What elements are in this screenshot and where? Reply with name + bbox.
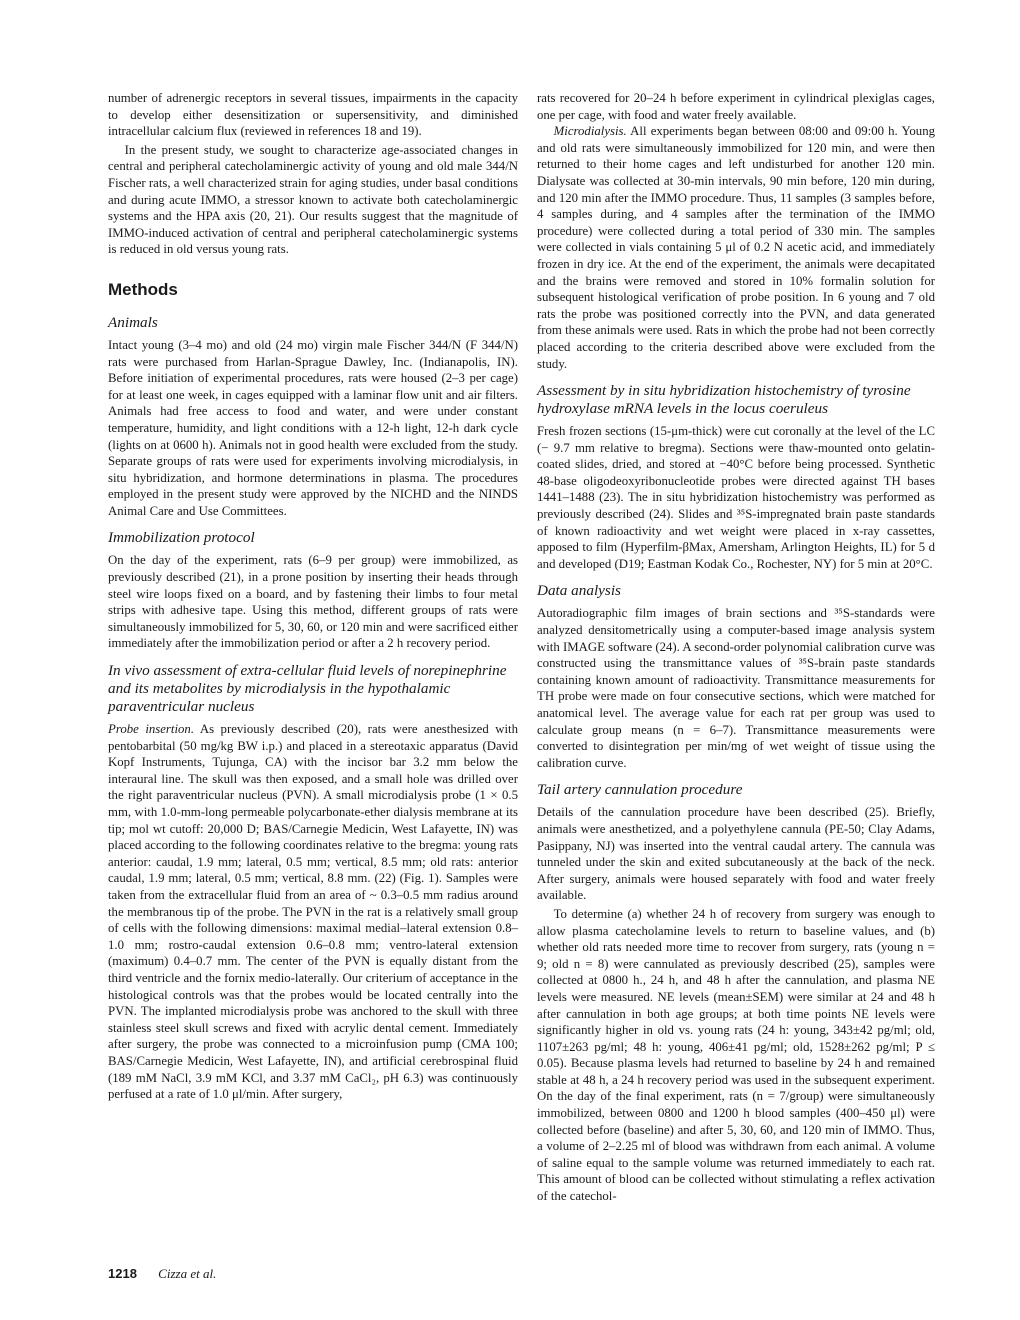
methods-heading: Methods bbox=[108, 279, 178, 299]
page-footer bbox=[108, 1266, 216, 1282]
in-situ-heading: Assessment by in situ hybridization histochemistry of tyrosine hydroxylase mRNA levels in the locus coeruleus bbox=[537, 382, 911, 418]
immobilization-heading: Immobilization protocol bbox=[108, 529, 255, 547]
running-author: Cizza et al. bbox=[158, 1266, 217, 1281]
animals-heading: Animals bbox=[108, 313, 158, 331]
microdialysis-paragraph bbox=[537, 123, 935, 372]
left-column bbox=[108, 90, 518, 1103]
probe-insertion-paragraph bbox=[108, 721, 518, 1103]
right-column bbox=[537, 90, 935, 1205]
paragraph-present-study: In the present study, we sought to characterize age-associated changes in central and peripheral catecholaminergic activity of young and old male 344/N Fischer rats, a well characterized strain for aging studies, under basal conditions and during acute IMMO, a stressor known to activate both catecholaminergic systems and the HPA axis (20, 21). Our results suggest that the magnitude of IMMO-induced activation of central and peripheral catecholaminergic systems is reduced in old versus young rats. bbox=[108, 142, 518, 257]
in-situ-paragraph: Fresh frozen sections (15-μm-thick) were cut coronally at the level of the LC (− 9.7 mm relative to bregma). Sections were thaw-mounted onto gelatin-coated slides, dried, and stored at −40°C before being processed. Synthetic 48-base oligodeoxyribonucleotide probes were directed against TH bases 1441–1488 (23). The in situ hybridization histochemistry was performed as previously described (24). Slides and ³⁵S-impregnated brain paste standards of known radioactivity and wet weight were placed in x-ray cassettes, apposed to film (Hyperfilm-βMax, Amersham, Arlington Heights, IL) for 5 d and developed (D19; Eastman Kodak Co., Rochester, NY) for 5 min at 20°C. bbox=[537, 424, 935, 571]
probe-insertion-text: As previously described (20), rats were anesthesized with pentobarbital (50 mg/kg BW i.p.) and placed in a stereotaxic apparatus (David Kopf Instruments, Tujunga, CA) with the incisor bar 3.2 mm below the interaural line. The skull was then exposed, and a small hole was drilled over the right paraventricular nucleus (PVN). A small microdialysis probe (1 × 0.5 mm, with 1.0-mm-long permeable polycarbonate-ether dialysis membrane at its tip; mol wt cutoff: 20,000 D; BAS/Carnegie Medicin, West Lafayette, IN) was placed according to the following coordinates relative to the bregma: young rats anterior: caudal, 1.9 mm; lateral, 0.5 mm; vertical, 8.5 mm; old rats: anterior caudal, 1.9 mm; lateral, 0.5 mm; vertical, 8.8 mm. (22) (Fig. 1). Samples were taken from the extracellular fluid from an area of ~ 0.3–0.5 mm radius around the membranous tip of the probe. The PVN in the rat is a relatively small group of cells with the following dimensions: maximal medial–lateral extension 0.8–1.0 mm; rostro-caudal extension 0.6–0.8 mm; ventro-lateral extension (maximum) 0.4–0.7 mm. The center of the PVN is equally distant from the third ventricle and the fornix medio-laterally. Our criterium of acceptance in the histological controls was that the probes would be located centrally into the PVN. The implanted microdialysis probe was anchored to the skull with three stainless steel skull screws and fixed with acrylic dental cement. Immediately after surgery, the probe was connected to a microinfusion pump (CMA 100; BAS/Carnegie Medicin, West Lafayette, IN), and artificial cerebrospinal fluid (189 mM NaCl, 3.9 mM KCl, and 3.37 mM CaCl₂, pH 6.3) was continuously perfused at a rate of 1.0 μl/min. After surgery, bbox=[108, 722, 518, 1102]
paragraph-recovered: rats recovered for 20–24 h before experiment in cylindrical plexiglas cages, one per cage, with food and water freely available. bbox=[537, 91, 935, 122]
probe-insertion-runin: Probe insertion. bbox=[108, 722, 195, 737]
immobilization-paragraph: On the day of the experiment, rats (6–9 per group) were immobilized, as previously described (21), in a prone position by inserting their heads through steel wire loops fixed on a board, and by fastening their limbs to four metal strips with adhesive tape. Using this method, different groups of rats were simultaneously immobilized for 5, 30, 60, or 120 min and were sacrificed either immediately after the immobilization period or after a 2 h recovery period. bbox=[108, 553, 518, 651]
microdialysis-section-heading: In vivo assessment of extra-cellular fluid levels of norepinephrine and its metabolites by microdialysis in the hypothalamic paraventricular nucleus bbox=[108, 662, 507, 716]
paragraph-intro-end: number of adrenergic receptors in several tissues, impairments in the capacity to develop either desensitization or supersensitivity, and diminished intracellular calcium flux (reviewed in references 18 and 19). bbox=[108, 91, 518, 139]
microdialysis-runin: Microdialysis. bbox=[553, 124, 627, 139]
tail-artery-paragraph: Details of the cannulation procedure have been described (25). Briefly, animals were anesthetized, and a polyethylene cannula (PE-50; Clay Adams, Pasippany, NJ) was inserted into the ventral caudal artery. The cannula was tunneled under the skin and exited subcutaneously at the back of the neck. After surgery, animals were housed separately with food and water freely available. bbox=[537, 805, 935, 903]
microdialysis-text: All experiments began between 08:00 and 09:00 h. Young and old rats were simultaneously immobilized for 120 min, and were then returned to their home cages and left undisturbed for another 120 min. Dialysate was collected at 30-min intervals, 90 min before, 120 min during, and 120 min after the IMMO procedure. Thus, 11 samples (3 samples before, 4 samples during, and 4 samples after the termination of the IMMO procedure) were collected during a total period of 330 min. The samples were collected in vials containing 5 μl of 0.2 N acetic acid, and immediately frozen in dry ice. At the end of the experiment, the animals were decapitated and the brains were removed and stored in 10% formalin solution for subsequent histological verification of probe position. In 6 young and 7 old rats the probe was positioned correctly into the PVN, and data generated from these animals were used. Rats in which the probe had not been correctly placed according to the criteria described above were excluded from the study. bbox=[537, 124, 935, 371]
tail-artery-heading: Tail artery cannulation procedure bbox=[537, 781, 743, 799]
determine-paragraph: To determine (a) whether 24 h of recovery from surgery was enough to allow plasma catecholamine levels to return to baseline values, and (b) whether old rats needed more time to recover from surgery, rats (young n = 9; old n = 8) were cannulated as previously described (25), samples were collected at 0800 h., 24 h, and 48 h after the cannulation, and plasma NE levels were measured. NE levels (mean±SEM) were similar at 24 and 48 h after cannulation in both age groups; at both time points NE levels were significantly higher in old vs. young rats (24 h: young, 343±42 pg/ml; old, 1107±263 pg/ml; 48 h: young, 406±41 pg/ml; old, 1528±262 pg/ml; P ≤ 0.05). Because plasma levels had returned to baseline by 24 h and remained stable at 48 h, a 24 h recovery period was used in the subsequent experiment. On the day of the final experiment, rats (n = 7/group) were simultaneously immobilized, between 0800 and 1200 h blood samples (400–450 μl) were collected before (baseline) and after 5, 30, 60, and 120 min of IMMO. Thus, a volume of 2–2.25 ml of blood was withdrawn from each animal. A volume of saline equal to the sample volume was returned immediately to each rat. This amount of blood can be collected without stimulating a reflex activation of the catechol- bbox=[537, 906, 935, 1204]
animals-paragraph: Intact young (3–4 mo) and old (24 mo) virgin male Fischer 344/N (F 344/N) rats were purchased from Harlan-Sprague Dawley, Inc. (Indianapolis, IN). Before initiation of experimental procedures, rats were housed (2–3 per cage) for at least one week, in cages equipped with a laminar flow unit and air filters. Animals had free access to food and water, and were under constant temperature, humidity, and light conditions with a 12-h light, 12-h dark cycle (lights on at 0600 h). Animals not in good health were excluded from the study. Separate groups of rats were used for experiments involving microdialysis, in situ hybridization, and hormone determinations in plasma. The procedures employed in the present study were approved by the NICHD and the NINDS Animal Care and Use Committees. bbox=[108, 337, 518, 518]
data-analysis-paragraph: Autoradiographic film images of brain sections and ³⁵S-standards were analyzed densitometrically using a computer-based image analysis system with IMAGE software (24). A second-order polynomial calibration curve was constructed using the transmittance values of ³⁵S-brain paste standards containing known amount of radioactivity. Transmittance measurements for TH probe were made on four consecutive sections, which were matched for anatomical level. The average value for each rat per group was used to calculate group means (n = 6–7). Transmittance measurements were converted to disintegration per min/mg of wet weight of tissue using the calibration curve. bbox=[537, 606, 936, 770]
page-number: 1218 bbox=[108, 1266, 137, 1281]
data-analysis-heading: Data analysis bbox=[537, 582, 621, 600]
